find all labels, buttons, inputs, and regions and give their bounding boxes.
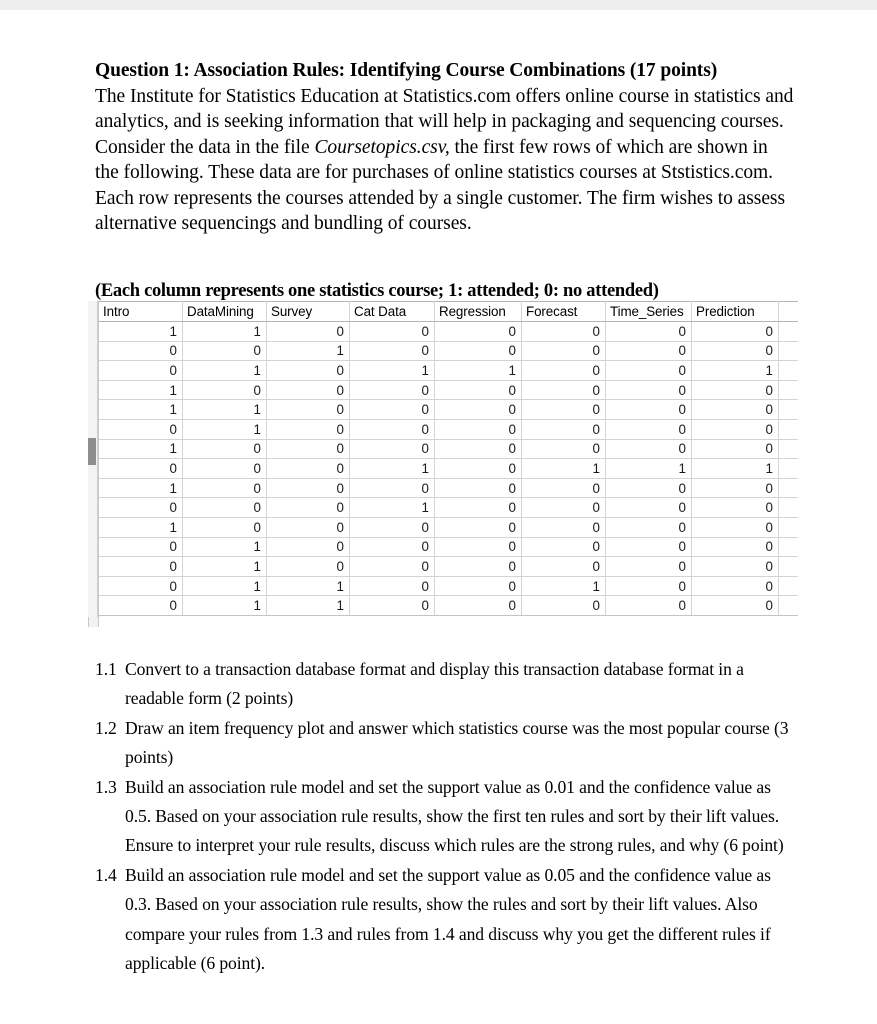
row-overflow-cell [779,557,798,577]
table-cell[interactable]: 0 [99,498,183,518]
question-item-1-3 [95,773,795,861]
row-overflow-cell [779,498,798,518]
table-cell[interactable]: 1 [606,459,692,479]
table-body [89,322,798,616]
question-item-1-1 [95,655,795,714]
table-cell[interactable]: 0 [692,517,779,537]
table-cell[interactable]: 1 [183,400,267,420]
table-cell[interactable]: 0 [435,498,522,518]
table-row [89,517,798,537]
table-cell[interactable]: 0 [183,478,267,498]
footer-row [89,615,798,627]
table-cell[interactable]: 0 [99,537,183,557]
table-cell[interactable]: 0 [267,439,350,459]
table-cell[interactable]: 0 [435,537,522,557]
table-cell[interactable]: 0 [435,439,522,459]
table-cell[interactable]: 1 [435,361,522,381]
table-row [89,498,798,518]
table-cell[interactable]: 0 [522,341,606,361]
table-cell[interactable]: 0 [99,557,183,577]
table-cell[interactable]: 0 [350,517,435,537]
table-cell[interactable]: 0 [99,596,183,616]
table-cell[interactable]: 0 [99,576,183,596]
row-overflow-cell [779,517,798,537]
table-cell[interactable]: 0 [692,596,779,616]
table-cell[interactable]: 1 [99,439,183,459]
row-overflow-cell [779,459,798,479]
table-cell[interactable]: 0 [522,419,606,439]
table-cell[interactable]: 0 [99,361,183,381]
table-row [89,380,798,400]
table-row [89,478,798,498]
table-cell[interactable]: 0 [183,341,267,361]
table-cell[interactable]: 1 [267,341,350,361]
footer-gutter [89,615,99,627]
table-cell[interactable]: 0 [606,517,692,537]
row-overflow-cell [779,576,798,596]
question-number: 1.2 [95,717,117,738]
table-cell[interactable]: 0 [692,400,779,420]
intro-text-part-1: The Institute for Statistics Education at Statistics.com offers online course in statistics and analytics, and is seeking information that will help in packaging and sequencing courses. Consider the data in the file [95,85,794,158]
table-cell[interactable]: 0 [606,341,692,361]
intro-text-part-2: the first few rows of which are shown in the following. These data are for purchases of online statistics courses at Ststistics.com. Each row represents the courses attended by a single customer. The firm wishes to assess alternative sequencings and bundling of courses. [95,136,786,235]
table-cell[interactable]: 0 [350,400,435,420]
table-footer [89,615,798,627]
table-cell[interactable]: 0 [435,341,522,361]
table-cell[interactable]: 0 [350,341,435,361]
table-cell[interactable]: 0 [692,419,779,439]
table-cell[interactable]: 1 [692,361,779,381]
question-item-1-2 [95,714,795,773]
table-cell[interactable]: 1 [99,380,183,400]
table-cell[interactable]: 0 [267,459,350,479]
table-cell[interactable]: 0 [267,361,350,381]
row-scroll-thumb[interactable] [88,438,96,465]
intro-section [95,58,795,237]
table-row [89,400,798,420]
table-cell[interactable]: 1 [183,596,267,616]
table-cell[interactable]: 0 [606,439,692,459]
table-cell[interactable]: 0 [692,478,779,498]
table-cell[interactable]: 1 [183,322,267,342]
table-cell[interactable]: 1 [350,498,435,518]
table-cell[interactable]: 0 [435,459,522,479]
row-overflow-cell [779,537,798,557]
table-cell[interactable]: 0 [435,400,522,420]
page-title: Question 1: Association Rules: Identifying Course Combinations (17 points) [95,60,718,81]
table-cell[interactable]: 0 [350,419,435,439]
table-cell[interactable]: 0 [606,478,692,498]
table-cell[interactable]: 0 [435,322,522,342]
table-cell[interactable]: 0 [692,341,779,361]
table-cell[interactable]: 0 [350,478,435,498]
table-cell[interactable]: 0 [606,498,692,518]
footer-spacer [99,615,798,627]
table-cell[interactable]: 0 [350,380,435,400]
table-cell[interactable]: 0 [692,439,779,459]
table-row [89,459,798,479]
table-cell[interactable]: 0 [267,478,350,498]
table-cell[interactable]: 0 [350,576,435,596]
question-number: 1.4 [95,864,117,885]
row-overflow-cell [779,380,798,400]
table-cell[interactable]: 1 [692,459,779,479]
row-overflow-cell [779,419,798,439]
table-cell[interactable]: 0 [522,322,606,342]
table-cell[interactable]: 1 [350,361,435,381]
table-cell[interactable]: 0 [435,419,522,439]
table-cell[interactable]: 0 [183,439,267,459]
question-text: Build an association rule model and set the support value as 0.05 and the confidence value as 0.3. Based on your association rule results, show the rules and sort by their lift values. Also compare your rules from 1.3 and rules from 1.4 and discuss why you get the different rules if applicable (6 point). [125,864,771,974]
table-cell[interactable]: 0 [522,478,606,498]
column-header-regression[interactable]: Regression [435,302,522,322]
table-cell[interactable]: 0 [183,459,267,479]
table-row [89,557,798,577]
table-cell[interactable]: 1 [183,419,267,439]
question-text: Build an association rule model and set the support value as 0.01 and the confidence value as 0.5. Based on your association rule results, show the first ten rules and sort by their lift values. Ensure to interpret your rule results, discuss which rules are the strong rules, and why (6 point) [125,776,784,856]
row-overflow-cell [779,322,798,342]
table-cell[interactable]: 1 [522,459,606,479]
table-cell[interactable]: 1 [99,478,183,498]
table-cell[interactable]: 0 [522,498,606,518]
table-row [89,341,798,361]
table-row [89,419,798,439]
table-cell[interactable]: 0 [435,557,522,577]
table-cell[interactable]: 1 [183,557,267,577]
table-cell[interactable]: 0 [692,322,779,342]
table-cell[interactable]: 0 [267,419,350,439]
table-cell[interactable]: 0 [99,419,183,439]
question-text: Draw an item frequency plot and answer which statistics course was the most popular course (3 points) [125,717,789,768]
row-overflow-cell [779,341,798,361]
table-cell[interactable]: 0 [99,459,183,479]
column-header-cat-data[interactable]: Cat Data [350,302,435,322]
table-header [89,302,798,322]
row-overflow-cell [779,400,798,420]
table-cell[interactable]: 1 [522,576,606,596]
row-overflow-cell [779,439,798,459]
question-list [95,655,795,978]
table-cell[interactable]: 1 [99,322,183,342]
table-cell[interactable]: 0 [606,400,692,420]
row-overflow-cell [779,596,798,616]
table-cell[interactable]: 0 [522,361,606,381]
table-cell[interactable]: 0 [267,537,350,557]
table-cell[interactable]: 0 [267,322,350,342]
course-topics-table [88,301,798,627]
table-cell[interactable]: 1 [267,596,350,616]
table-cell[interactable]: 1 [183,361,267,381]
table-cell[interactable]: 0 [522,517,606,537]
column-header-overflow [779,302,798,322]
table-cell[interactable]: 0 [606,361,692,381]
question-text: Convert to a transaction database format and display this transaction database format in a readable form (2 points) [125,659,744,709]
document-page [0,10,877,1024]
column-header-time-series[interactable]: Time_Series [606,302,692,322]
question-number: 1.1 [95,659,117,679]
table-cell[interactable]: 0 [183,380,267,400]
table-row [89,361,798,381]
header-row [89,302,798,322]
table-cell[interactable]: 0 [435,478,522,498]
table-cell[interactable]: 0 [692,380,779,400]
table-cell[interactable]: 0 [522,380,606,400]
table-cell[interactable]: 0 [183,498,267,518]
table-cell[interactable]: 1 [99,400,183,420]
table-cell[interactable]: 0 [522,557,606,577]
table-cell[interactable]: 1 [267,576,350,596]
table-cell[interactable]: 0 [692,498,779,518]
table-cell[interactable]: 1 [183,537,267,557]
table-cell[interactable]: 1 [99,517,183,537]
table-caption: (Each column represents one statistics course; 1: attended; 0: no attended) [95,281,659,301]
table-row [89,322,798,342]
column-header-forecast[interactable]: Forecast [522,302,606,322]
table-cell[interactable]: 0 [99,341,183,361]
table-row [89,537,798,557]
table-cell[interactable]: 0 [692,557,779,577]
table-cell[interactable]: 0 [267,400,350,420]
table-cell[interactable]: 0 [606,596,692,616]
table-cell[interactable]: 0 [606,380,692,400]
column-header-prediction[interactable]: Prediction [692,302,779,322]
filename-reference: Coursetopics.csv, [314,136,450,158]
column-header-datamining[interactable]: DataMining [183,302,267,322]
table-cell[interactable]: 0 [606,557,692,577]
table-cell[interactable]: 0 [606,322,692,342]
table-cell[interactable]: 1 [183,576,267,596]
table-cell[interactable]: 0 [606,537,692,557]
table-cell[interactable]: 0 [522,537,606,557]
table-cell[interactable]: 0 [606,576,692,596]
table-cell[interactable]: 0 [183,517,267,537]
question-number: 1.3 [95,776,117,797]
table-cell[interactable]: 0 [267,498,350,518]
row-overflow-cell [779,361,798,381]
table-cell[interactable]: 0 [267,557,350,577]
table-cell[interactable]: 0 [692,576,779,596]
table-cell[interactable]: 0 [350,596,435,616]
top-gray-strip [0,0,877,10]
question-item-1-4 [95,861,795,979]
table-cell[interactable]: 0 [522,439,606,459]
table-cell[interactable]: 0 [435,576,522,596]
table-cell[interactable]: 0 [692,537,779,557]
table-cell[interactable]: 0 [522,400,606,420]
table-cell[interactable]: 0 [350,537,435,557]
table-cell[interactable]: 0 [435,596,522,616]
spreadsheet-table[interactable] [88,301,787,617]
table-row [89,439,798,459]
column-header-intro[interactable]: Intro [99,302,183,322]
table-cell[interactable]: 0 [350,439,435,459]
table-cell[interactable]: 1 [350,459,435,479]
column-header-survey[interactable]: Survey [267,302,350,322]
table-cell[interactable]: 0 [350,557,435,577]
table-cell[interactable]: 0 [435,380,522,400]
table-cell[interactable]: 0 [267,380,350,400]
table-row [89,576,798,596]
table-row [89,596,798,616]
table-cell[interactable]: 0 [267,517,350,537]
table-cell[interactable]: 0 [522,596,606,616]
table-cell[interactable]: 0 [606,419,692,439]
table-cell[interactable]: 0 [435,517,522,537]
row-overflow-cell [779,478,798,498]
table-cell[interactable]: 0 [350,322,435,342]
intro-paragraph [95,84,795,238]
